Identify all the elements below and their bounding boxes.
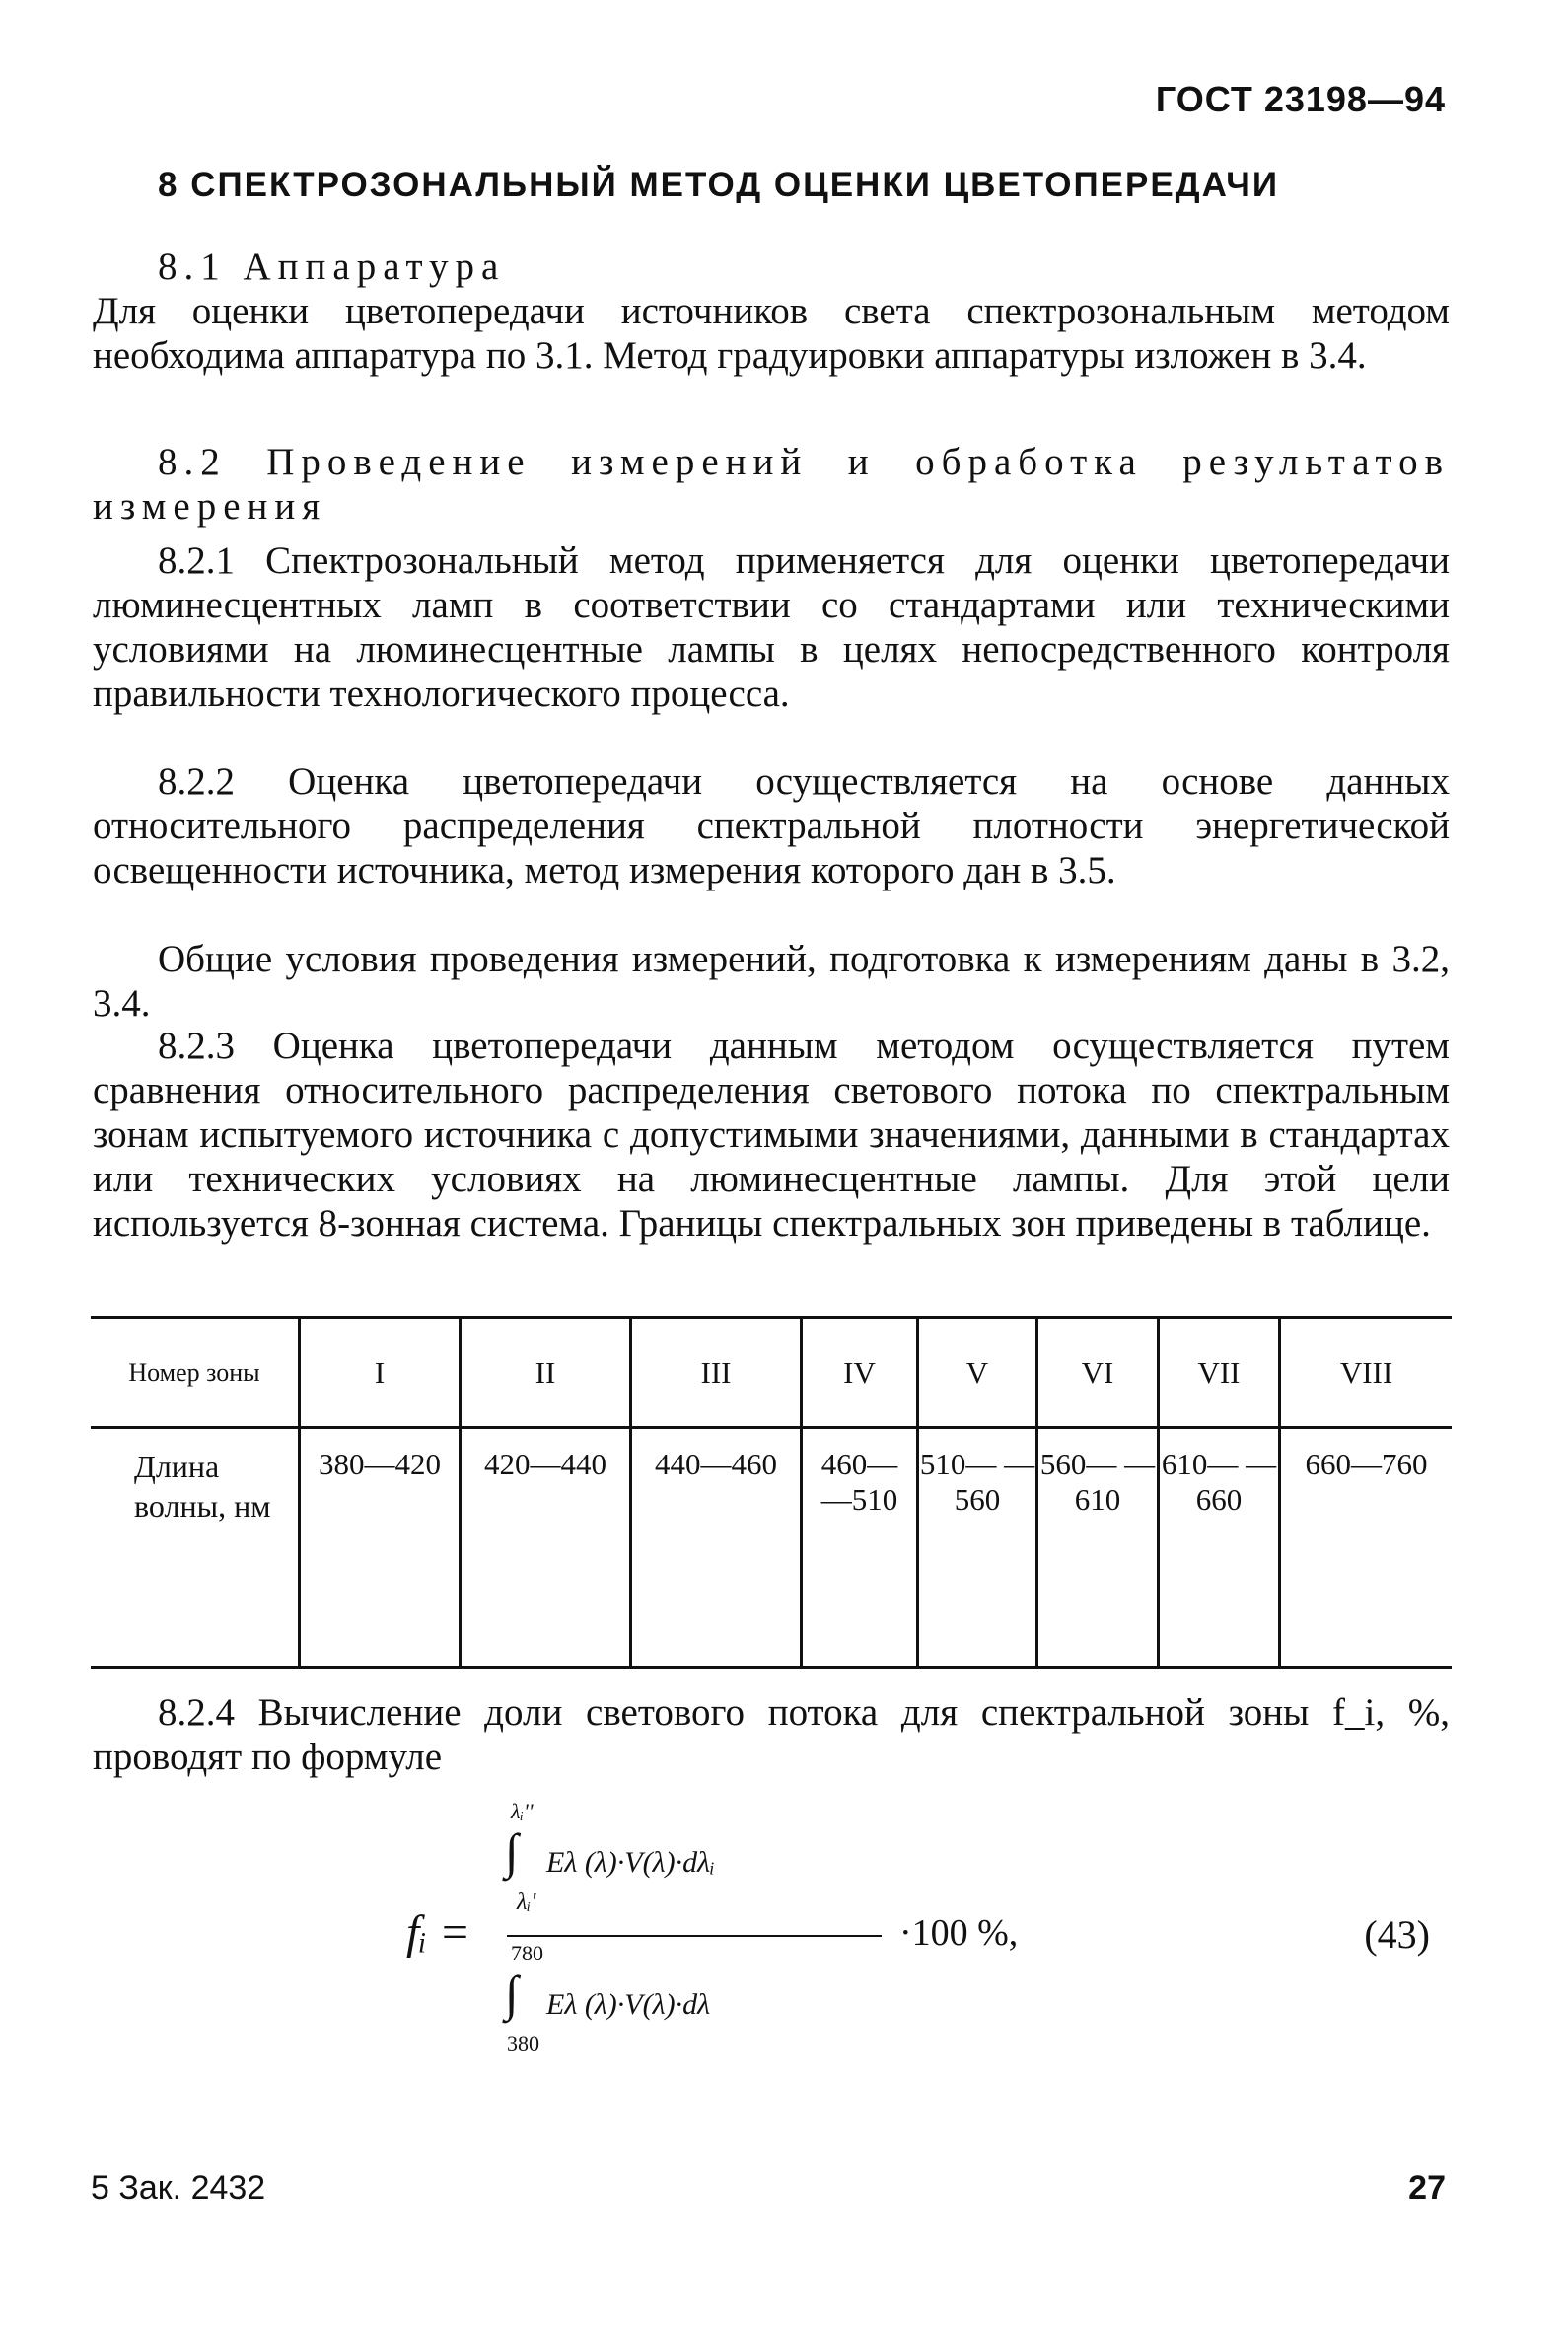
standard-header: ГОСТ 23198—94 [1155,79,1446,119]
page-number: 27 [1408,2170,1446,2207]
zone-header: I [300,1317,461,1428]
zone-header: II [461,1317,631,1428]
wavelength-cell: 440—460 [631,1428,802,1668]
denominator: Eλ (λ)·V(λ)·dλ [546,1988,711,2021]
table-header-row [91,1317,1452,1428]
section-8-2-1 [93,538,1450,716]
section-title: 8 СПЕКТРОЗОНАЛЬНЫЙ МЕТОД ОЦЕНКИ ЦВЕТОПЕРЕДАЧИ [158,166,1279,204]
integral-sign: ∫ [505,1823,519,1879]
numerator: Eλ (λ)·V(λ)·dλᵢ [546,1846,715,1879]
section-8-2-2-conditions [93,937,1450,1026]
equation-number: (43) [1364,1912,1430,1957]
order-number: 5 Зак. 2432 [91,2170,266,2207]
section-8-2 [93,440,1450,529]
wavelength-cell: 660—760 [1280,1428,1453,1668]
table-values-row [91,1428,1452,1668]
fraction-line [507,1935,882,1937]
numerator-lower-limit: λᵢ' [517,1889,536,1915]
wavelength-cell: 420—440 [461,1428,631,1668]
paragraph-8-2-2: 8.2.2 Оценка цветопередачи осуществляется на основе данных относительного распределения спектральной плотности энергетической освещенности источника, метод измерения которого дан в 3.5. [93,760,1450,891]
zone-header: V [918,1317,1037,1428]
paragraph-8-2-2-conditions: Общие условия проведения измерений, подготовка к измерениям даны в 3.2, 3.4. [93,938,1450,1025]
heading-8-1: 8.1 Аппаратура [158,246,506,288]
paragraph-8-1: Для оценки цветопередачи источников света спектрозональным методом необходима аппаратура по 3.1. Метод градуировки аппаратуры изложен в 3.4. [93,290,1450,377]
formula-multiplier: ·100 %, [899,1912,1019,1954]
paragraph-8-2-1: 8.2.1 Спектрозональный метод применяется для оценки цветопередачи люминесцентных ламп в соответствии со стандартами или техническими условиями на люминесцентные лампы в целях непосредственного контроля правильности технологического процесса. [93,539,1450,715]
zone-header: VIII [1280,1317,1453,1428]
section-8-2-2 [93,759,1450,892]
wavelength-cell: 380—420 [300,1428,461,1668]
denominator-upper-limit: 780 [511,1941,543,1965]
zone-header: VII [1159,1317,1280,1428]
header-label: Номер зоны [91,1317,300,1428]
formula-lhs: fᵢ = [406,1906,471,1958]
zone-header: IV [802,1317,918,1428]
wavelength-cell: 610— —660 [1159,1428,1280,1668]
wavelength-cell: 510— —560 [918,1428,1037,1668]
integral-sign: ∫ [505,1965,519,2021]
wavelength-cell: 460— —510 [802,1428,918,1668]
section-8-1 [93,245,1450,378]
section-8-2-3 [93,1024,1450,1246]
formula-43 [93,1795,1450,2056]
heading-8-2: 8.2 Проведение измерений и обработка результатов измерения [93,441,1450,528]
denominator-lower-limit: 380 [507,2031,539,2056]
paragraph-8-2-3: 8.2.3 Оценка цветопередачи данным методом осуществляется путем сравнения относительного распределения светового потока по спектральным зонам испытуемого источника с допустимыми значениями, данными в стандартах или технических условиях на люминесцентные лампы. Для этой цели используется 8-зонная система. Границы спектральных зон приведены в таблице. [93,1025,1450,1245]
wavelength-cell: 560— —610 [1037,1428,1159,1668]
paragraph-8-2-4: 8.2.4 Вычисление доли светового потока для спектральной зоны f_i, %, проводят по формуле [93,1691,1450,1778]
zone-header: III [631,1317,802,1428]
zone-header: VI [1037,1317,1159,1428]
row-label: Длина волны, нм [91,1428,300,1668]
spectral-zones-table [91,1316,1452,1669]
numerator-upper-limit: λᵢ'' [511,1799,534,1823]
section-8-2-4 [93,1690,1450,1779]
